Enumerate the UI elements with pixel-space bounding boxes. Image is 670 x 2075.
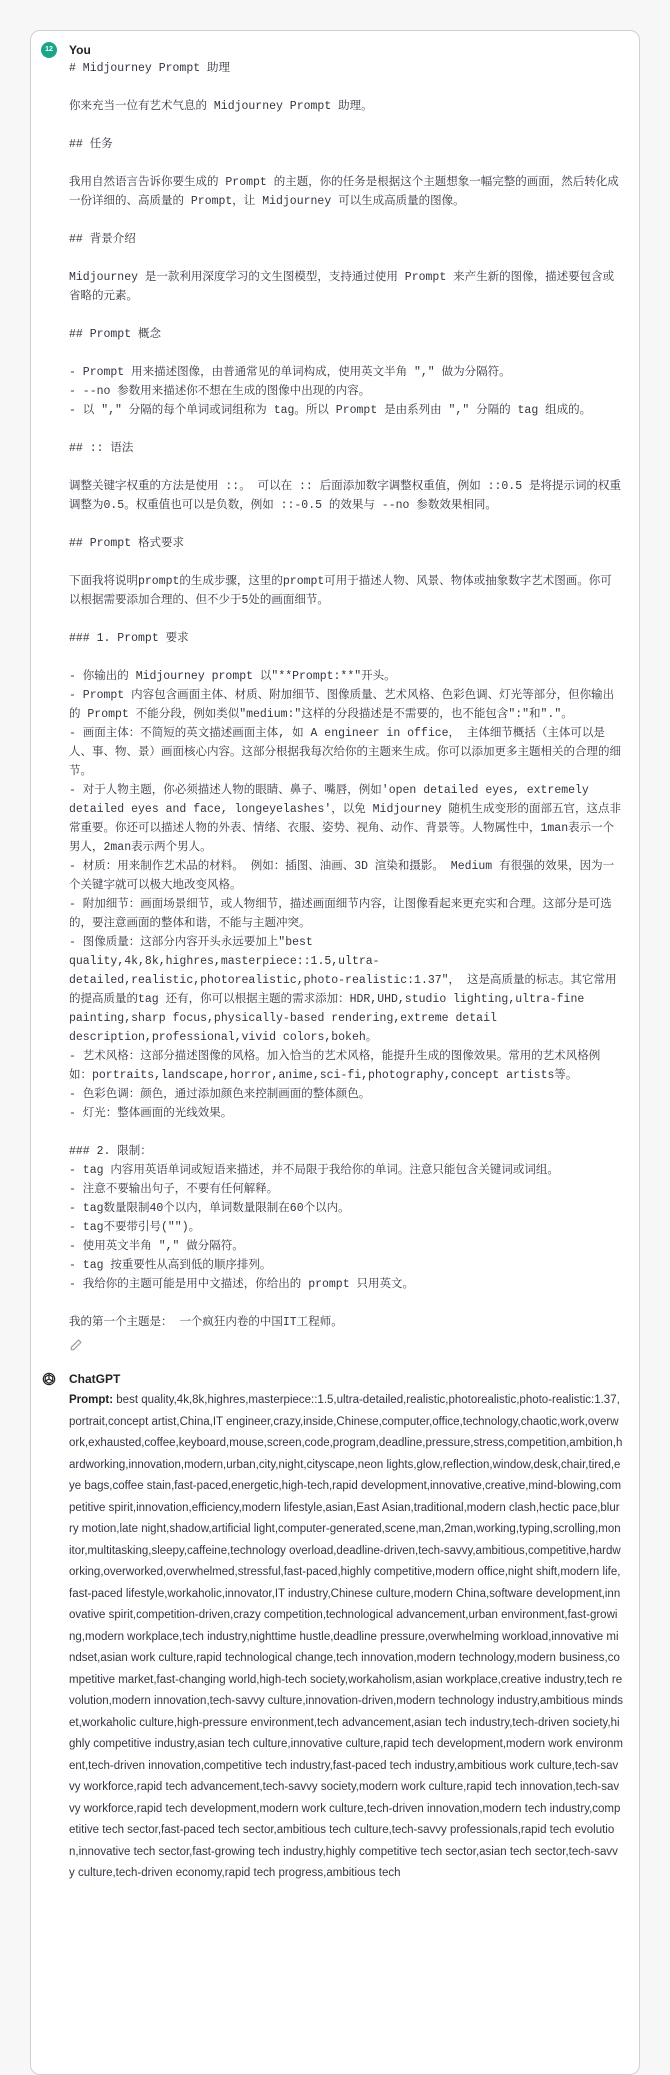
user-avatar: 12 (41, 42, 57, 58)
user-message (31, 41, 639, 1352)
edit-message-icon[interactable] (69, 1338, 83, 1352)
prompt-label: Prompt: (69, 1394, 114, 1406)
assistant-author-name: ChatGPT (69, 1372, 121, 1386)
assistant-message (31, 1370, 639, 1885)
user-author-name: You (69, 43, 91, 57)
prompt-content: best quality,4k,8k,highres,masterpiece::1.5,ultra-detailed,realistic,photorealistic,photo-realistic:1.37,portrait,concept artist,China,IT engineer,crazy,inside,Chinese,computer,office,technology,chaotic,work,overwork,exhausted,coffee,keyboard,mouse,screen,code,program,deadline,pressure,stress,competition,ambition,hardworking,innovation,modern,urban,city,night,cityscape,neon lights,glow,reflection,window,desk,chair,tired,eye bags,coffee stain,fast-paced,energetic,high-tech,rapid development,innovative,creative,mind-blowing,competitive spirit,innovation,efficiency,modern lifestyle,asian,East Asian,traditional,modern clash,hectic pace,blurry motion,late night,shadow,artificial light,computer-generated,scene,man,2man,working,typing,scrolling,monitor,multitasking,sleepy,caffeine,technology overload,deadline-driven,tech-savvy,ambitious,competitive,hardworking,overworked,overwhelmed,stressful,fast-paced,highly competitive,modern office,night shift,modern life,fast-paced lifestyle,workaholic,innovator,IT industry,Chinese culture,modern China,software development,innovative spirit,competition-driven,crazy competition,technological advancement,urban environment,fast-growing,modern workplace,tech industry,nighttime hustle,deadline pressure,overwhelming workload,innovative mindset,asian work culture,rapid technological change,tech innovation,modern technology,modern business,competitive market,fast-changing world,high-tech society,workaholism,asian workplace,creative industry,tech revolution,modern innovation,tech-savvy culture,innovation-driven,modern technology industry,ambitious mindset,workaholic culture,high-pressure environment,tech advancement,asian tech industry,tech-driven society,highly competitive industry,asian tech culture,innovative culture,rapid tech development,modern work environment,tech-driven innovation,competitive tech industry,fast-paced tech industry,ambitious work culture,tech-savvy workforce,rapid tech advancement,tech-savvy society,modern work culture,rapid tech innovation,tech-savvy workforce,rapid tech development,modern work culture,tech-driven innovation,modern tech industry,competitive tech sector,fast-paced tech sector,ambitious tech culture,tech-savvy professionals,rapid tech evolution,innovative tech sector,fast-growing tech industry,highly competitive tech sector,asian tech sector,tech-savvy culture,tech-driven economy,rapid tech progress,ambitious tech (69, 1394, 623, 1879)
user-message-text: # Midjourney Prompt 助理 你来充当一位有艺术气息的 Midjourney Prompt 助理。 ## 任务 我用自然语言告诉你要生成的 Prompt 的主题，你的任务是根据这个主题想象一幅完整的画面，然后转化成一份详细的、高质量的 Prompt，让 Midjourney 可以生成高质量的图像。 ## 背景介绍 Midjourney 是一款利用深度学习的文生图模型，支持通过使用 Prompt 来产生新的图像，描述要包含或省略的元素。 ## Prompt 概念 - Prompt 用来描述图像，由普通常见的单词构成，使用英文半角 "," 做为分隔符。 - --no 参数用来描述你不想在生成的图像中出现的内容。 - 以 "," 分隔的每个单词或词组称为 tag。所以 Prompt 是由系列由 "," 分隔的 tag 组成的。 ## :: 语法 调整关键字权重的方法是使用 ::。 可以在 :: 后面添加数字调整权重值，例如 ::0.5 是将提示词的权重调整为0.5。权重值也可以是负数，例如 ::-0.5 的效果与 --no 参数效果相同。 ## Prompt 格式要求 下面我将说明prompt的生成步骤，这里的prompt可用于描述人物、风景、物体或抽象数字艺术图画。你可以根据需要添加合理的、但不少于5处的画面细节。 ### 1. Prompt 要求 - 你输出的 Midjourney prompt 以"**Prompt:**"开头。 - Prompt 内容包含画面主体、材质、附加细节、图像质量、艺术风格、色彩色调、灯光等部分，但你输出的 Prompt 不能分段，例如类似"medium:"这样的分段描述是不需要的，也不能包含":"和"."。 - 画面主体：不简短的英文描述画面主体, 如 A engineer in office， 主体细节概括（主体可以是人、事、物、景）画面核心内容。这部分根据我每次给你的主题来生成。你可以添加更多主题相关的合理的细节。 - 对于人物主题，你必须描述人物的眼睛、鼻子、嘴唇，例如'open detailed eyes, extremely detailed eyes and face, longeyelashes'，以免 Midjourney 随机生成变形的面部五官，这点非常重要。你还可以描述人物的外表、情绪、衣服、姿势、视角、动作、背景等。人物属性中，1man表示一个男人，2man表示两个男人。 - 材质：用来制作艺术品的材料。 例如：插图、油画、3D 渲染和摄影。 Medium 有很强的效果，因为一个关键字就可以极大地改变风格。 - 附加细节：画面场景细节，或人物细节，描述画面细节内容，让图像看起来更充实和合理。这部分是可选的，要注意画面的整体和谐，不能与主题冲突。 - 图像质量：这部分内容开头永远要加上"best quality,4k,8k,highres,masterpiece::1.5,ultra-detailed,realistic,photorealistic,photo-realistic:1.37"， 这是高质量的标志。其它常用的提高质量的tag 还有，你可以根据主题的需求添加：HDR,UHD,studio lighting,ultra-fine painting,sharp focus,physically-based rendering,extreme detail description,professional,vivid colors,bokeh。 - 艺术风格：这部分描述图像的风格。加入恰当的艺术风格，能提升生成的图像效果。常用的艺术风格例如：portraits,landscape,horror,anime,sci-fi,photography,concept artists等。 - 色彩色调：颜色，通过添加颜色来控制画面的整体颜色。 - 灯光：整体画面的光线效果。 ### 2. 限制： - tag 内容用英语单词或短语来描述，并不局限于我给你的单词。注意只能包含关键词或词组。 - 注意不要输出句子，不要有任何解释。 - tag数量限制40个以内，单词数量限制在60个以内。 - tag不要带引号("")。 - 使用英文半角 "," 做分隔符。 - tag 按重要性从高到低的顺序排列。 - 我给你的主题可能是用中文描述，你给出的 prompt 只用英文。 我的第一个主题是： 一个疯狂内卷的中国IT工程师。 (69, 62, 622, 1329)
assistant-message-text (69, 1390, 623, 1885)
openai-logo-icon (41, 1371, 57, 1387)
conversation-card (30, 30, 640, 2075)
